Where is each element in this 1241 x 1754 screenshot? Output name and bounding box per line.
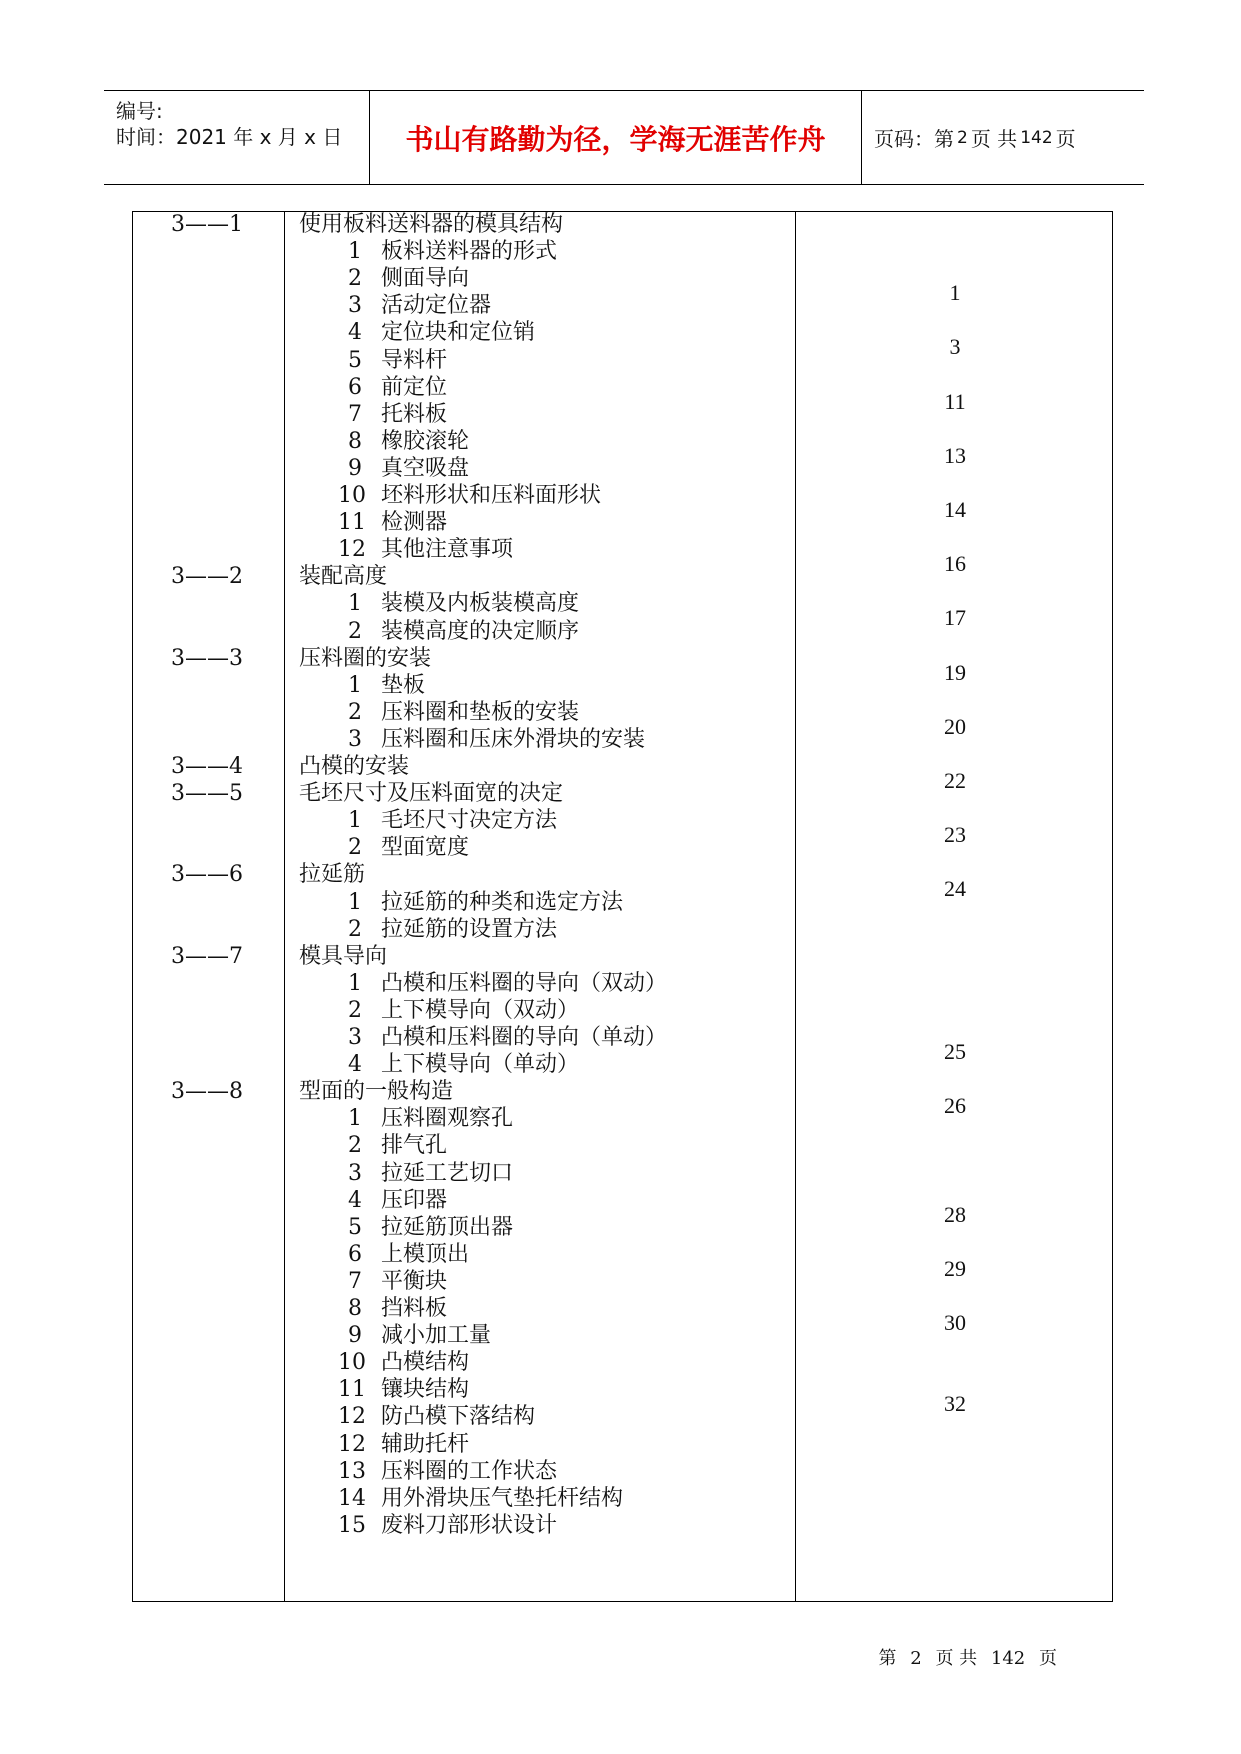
subsection-title: 挡料板 [381,1296,448,1321]
subsection-title: 上下模导向（单动） [381,1052,580,1078]
page-total: 142 [1020,127,1053,148]
section-title: 压料圈的安装 [299,645,432,671]
subsection-number: 4 [348,1052,362,1078]
toc-row [133,780,1114,807]
section-title: 凸模的安装 [299,754,410,779]
subsection-number: 10 [338,483,366,508]
subsection-number: 5 [348,347,362,373]
subsection-title: 导料杆 [381,347,448,373]
page-number: 26 [944,1093,966,1119]
subsection-number: 5 [348,1214,362,1240]
toc-row [133,563,1114,590]
page-number: 24 [944,876,966,902]
page-number: 11 [944,388,966,414]
toc-row [133,1485,1114,1512]
subsection-number: 4 [348,320,362,346]
subsection-number: 2 [348,997,362,1023]
subsection-title: 压料圈和压床外滑块的安装 [381,726,646,752]
page-number: 22 [944,768,966,793]
toc-row [133,347,1114,374]
section-number: 3——5 [171,781,243,807]
page-header [104,90,1144,185]
page-number: 17 [944,605,966,631]
page-number: 13 [944,442,966,468]
page-number: 30 [944,1310,966,1335]
toc-row [133,1214,1114,1241]
toc-row [133,834,1114,861]
subsection-number: 6 [348,374,362,400]
subsection-number: 2 [348,1133,362,1159]
subsection-title: 压印器 [381,1187,448,1213]
section-title: 装配高度 [299,564,388,590]
page-footer [0,1644,1241,1670]
subsection-title: 用外滑块压气垫托杆结构 [381,1485,624,1511]
subsection-number: 8 [348,428,362,454]
subsection-title: 毛坯尺寸决定方法 [381,808,558,834]
subsection-title: 真空吸盘 [381,455,470,481]
subsection-title: 前定位 [381,374,448,400]
section-title: 使用板料送料器的模具结构 [299,212,564,237]
toc-row [133,1051,1114,1078]
subsection-number: 12 [338,1404,366,1430]
page-suffix: 页 [1055,127,1076,151]
subsection-title: 上下模导向（双动） [381,997,580,1023]
toc-row [133,509,1114,536]
subsection-number: 1 [348,591,362,617]
subsection-number: 11 [338,1377,366,1403]
page-number: 2 [957,127,968,148]
subsection-title: 装模及内板装模高度 [381,591,580,617]
subsection-title: 检测器 [381,510,448,536]
toc-row [133,889,1114,916]
subsection-number: 2 [348,916,362,942]
section-title: 拉延筋 [299,862,366,888]
subsection-number: 4 [348,1187,362,1213]
section-number: 3——8 [171,1079,243,1105]
subsection-number: 11 [338,510,366,536]
toc-row [133,1349,1114,1376]
subsection-title: 侧面导向 [381,266,470,292]
subsection-number: 9 [348,455,362,481]
footer-prefix: 第 [878,1648,897,1669]
subsection-number: 2 [348,835,362,861]
section-number: 3——1 [171,212,243,237]
toc-row [133,1431,1114,1458]
toc-row [133,1295,1114,1335]
section-title: 型面的一般构造 [299,1079,454,1105]
section-number: 3——7 [171,943,243,969]
page-number: 16 [944,551,966,577]
page-number: 20 [944,713,966,739]
section-number: 3——3 [171,645,243,671]
page-number: 19 [944,659,966,685]
subsection-number: 1 [348,808,362,834]
subsection-title: 拉延筋的设置方法 [381,916,558,942]
subsection-number: 1 [348,672,362,698]
subsection-number: 7 [348,1268,362,1294]
subsection-title: 废料刀部形状设计 [381,1512,558,1538]
page-prefix: 页码：第 [874,127,954,151]
toc-row [133,916,1114,943]
subsection-title: 压料圈观察孔 [381,1106,514,1132]
header-meta-cell [104,91,370,184]
page-number: 23 [944,822,966,848]
section-number: 3——2 [171,564,243,590]
motto: 书山有路勤为径，学海无涯苦作舟 [370,91,862,184]
toc-table [132,211,1113,1602]
toc-row [133,1512,1114,1539]
section-title: 模具导向 [299,943,388,969]
toc-row [133,618,1114,645]
toc-row [133,726,1114,753]
toc-row [133,1268,1114,1295]
page-number: 32 [944,1391,966,1417]
subsection-title: 拉延工艺切口 [381,1160,514,1186]
subsection-number: 12 [338,537,366,563]
subsection-number: 10 [338,1350,366,1376]
subsection-title: 凸模和压料圈的导向（双动） [381,970,668,996]
subsection-title: 平衡块 [381,1268,448,1294]
page-number: 28 [944,1201,966,1227]
toc-row [133,292,1114,319]
subsection-title: 装模高度的决定顺序 [381,618,580,644]
subsection-title: 防凸模下落结构 [381,1404,536,1430]
footer-page-number: 2 [910,1648,922,1669]
toc-row [133,672,1114,699]
toc-row [133,455,1114,482]
toc-row [133,997,1114,1024]
section-title: 毛坯尺寸及压料面宽的决定 [299,781,564,807]
toc-row [133,238,1114,265]
section-number: 3——4 [171,754,243,779]
subsection-title: 托料板 [381,401,448,427]
toc-row [133,482,1114,522]
subsection-number: 7 [348,401,362,427]
subsection-title: 压料圈和垫板的安装 [381,699,580,725]
toc-row [133,1403,1114,1430]
subsection-number: 9 [348,1323,362,1349]
subsection-number: 3 [348,1160,362,1186]
toc-row [133,401,1114,428]
subsection-number: 14 [338,1485,366,1511]
footer-suffix: 页 [1039,1648,1057,1669]
subsection-title: 其他注意事项 [381,537,514,563]
subsection-number: 2 [348,699,362,725]
toc-row [133,1105,1114,1132]
subsection-title: 活动定位器 [381,293,492,319]
subsection-number: 15 [338,1512,366,1538]
subsection-number: 8 [348,1296,362,1321]
subsection-title: 橡胶滚轮 [381,428,470,454]
subsection-number: 1 [348,970,362,996]
subsection-number: 2 [348,266,362,292]
subsection-title: 定位块和定位销 [381,320,536,346]
section-number: 3——6 [171,862,243,888]
subsection-number: 6 [348,1241,362,1267]
page-number: 29 [944,1255,966,1281]
subsection-title: 型面宽度 [381,835,470,861]
subsection-number: 3 [348,293,362,319]
subsection-number: 13 [338,1458,366,1484]
toc-row [133,943,1114,970]
subsection-title: 镶块结构 [381,1377,470,1403]
toc-row [133,1160,1114,1187]
subsection-number: 3 [348,1025,362,1050]
subsection-number: 3 [348,726,362,752]
page-number: 3 [949,334,961,360]
subsection-title: 压料圈的工作状态 [381,1458,558,1484]
subsection-title: 辅助托杆 [381,1431,470,1457]
toc-row [133,970,1114,997]
subsection-number: 1 [348,239,362,265]
toc-row [133,753,1114,793]
toc-row [133,1132,1114,1159]
subsection-title: 板料送料器的形式 [381,239,558,265]
subsection-title: 拉延筋的种类和选定方法 [381,889,624,915]
subsection-number: 1 [348,889,362,915]
subsection-title: 凸模和压料圈的导向（单动） [381,1025,668,1050]
toc-row [133,1024,1114,1064]
subsection-number: 12 [338,1431,366,1457]
subsection-title: 上模顶出 [381,1241,470,1267]
subsection-title: 排气孔 [381,1133,448,1159]
toc-row [133,211,1114,238]
page-number: 1 [949,280,961,306]
footer-mid: 页 共 [935,1648,978,1669]
subsection-number: 1 [348,1106,362,1132]
footer-total: 142 [990,1648,1026,1669]
page-mid: 页 共 [970,127,1018,151]
subsection-title: 拉延筋顶出器 [381,1214,514,1240]
toc-row [133,1458,1114,1485]
page-number: 14 [944,497,966,522]
subsection-title: 坯料形状和压料面形状 [381,483,602,508]
header-page-info [862,91,1144,184]
subsection-number: 2 [348,618,362,644]
subsection-title: 减小加工量 [381,1323,492,1349]
subsection-title: 垫板 [381,672,426,698]
subsection-title: 凸模结构 [381,1350,470,1376]
time-label: 时间：2021 年 x 月 x 日 [116,125,343,149]
serial-label: 编号: [116,99,163,123]
page-number: 25 [944,1039,966,1064]
toc-row [133,1322,1114,1349]
